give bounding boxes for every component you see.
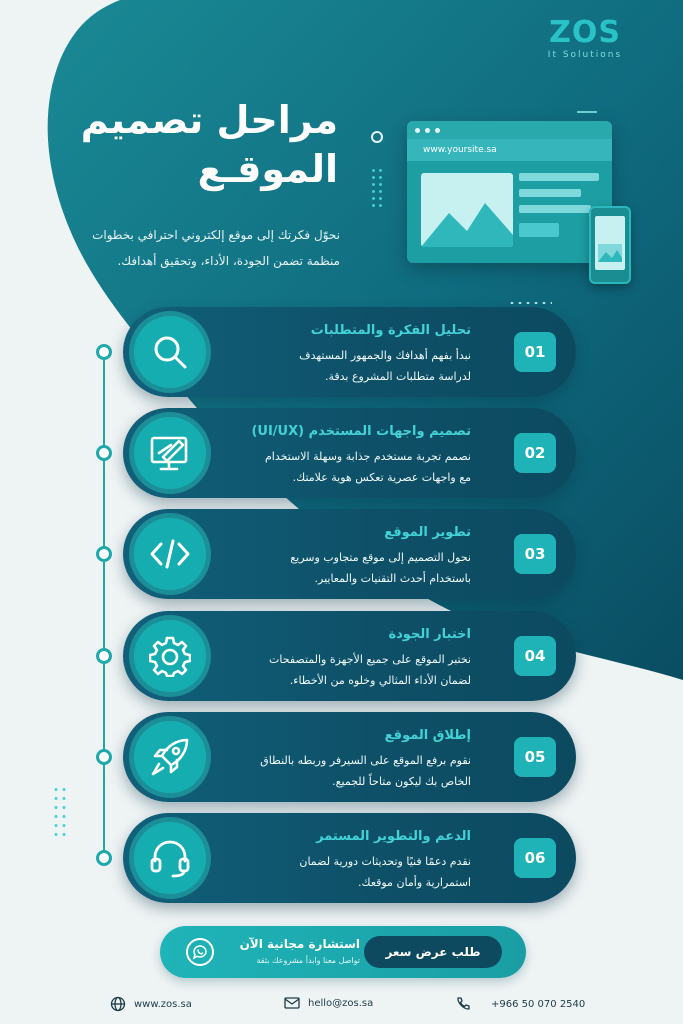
step-title: تصميم واجهات المستخدم (UI/UX): [251, 424, 471, 439]
email-text: hello@zos.sa: [308, 997, 374, 1009]
step-description-line: نبدأ بفهم أهدافك والجمهور المستهدف: [299, 349, 471, 362]
browser-toolbar: [407, 121, 612, 139]
timeline-dot: [96, 749, 112, 765]
timeline-dot: [96, 850, 112, 866]
phone-mockup: [589, 206, 631, 284]
title-line-2: الموقـع: [198, 144, 338, 194]
mail-icon: [284, 996, 300, 1010]
step-description: [211, 750, 471, 792]
footer-phone[interactable]: [455, 996, 585, 1012]
step-description-line: الخاص بك ليكون متاحاً للجميع.: [332, 775, 471, 788]
step-card-05: [123, 712, 576, 802]
step-description: [211, 649, 471, 691]
step-number: 05: [514, 737, 556, 777]
decorative-dots: [370, 167, 384, 207]
design-monitor-icon: [129, 412, 211, 494]
timeline-dot: [96, 344, 112, 360]
footer-website[interactable]: [110, 996, 192, 1012]
gear-icon: [129, 615, 211, 697]
step-title: الدعم والتطوير المستمر: [316, 829, 471, 844]
step-number: 01: [514, 332, 556, 372]
step-title: اختبار الجودة: [388, 627, 471, 642]
code-icon: [129, 513, 211, 595]
globe-icon: [110, 996, 126, 1012]
cta-title: استشارة مجانية الآن: [239, 937, 360, 951]
step-number: 02: [514, 433, 556, 473]
title-line-1: مراحل تصميم: [80, 98, 338, 142]
decorative-ring: [371, 131, 383, 143]
step-description-line: مع واجهات عصرية تعكس هوية علامتك.: [292, 471, 471, 484]
step-card-02: [123, 408, 576, 498]
timeline-dot: [96, 445, 112, 461]
step-description-line: نقوم برفع الموقع على السيرفر وربطه بالنطاق: [260, 754, 471, 767]
step-description-line: نختبر الموقع على جميع الأجهزة والمتصفحات: [269, 653, 471, 666]
rocket-icon: [129, 716, 211, 798]
step-description-line: نقدم دعمًا فنيًا وتحديثات دورية لضمان: [299, 855, 471, 868]
cta-banner: [160, 926, 526, 978]
website-text: www.zos.sa: [134, 998, 192, 1010]
step-title: تحليل الفكرة والمتطلبات: [310, 323, 471, 338]
request-quote-button[interactable]: طلب عرض سعر: [364, 936, 502, 968]
decorative-line: [577, 111, 597, 113]
timeline-dot: [96, 546, 112, 562]
browser-mockup: [407, 121, 612, 263]
step-description: [211, 345, 471, 387]
step-number: 03: [514, 534, 556, 574]
phone-text: +966 50 070 2540: [491, 998, 586, 1010]
footer-email[interactable]: [284, 996, 373, 1010]
step-description: [211, 851, 471, 893]
phone-image-icon: [595, 216, 625, 270]
image-placeholder-icon: [421, 173, 513, 247]
description-line-1: نحوّل فكرتك إلى موقع إلكتروني احترافي بخطوات: [92, 228, 340, 242]
timeline-dot: [96, 648, 112, 664]
logo-tagline: It Solutions: [547, 50, 623, 60]
step-card-03: [123, 509, 576, 599]
whatsapp-icon[interactable]: [186, 938, 214, 966]
step-card-01: [123, 307, 576, 397]
step-description-line: نحول التصميم إلى موقع متجاوب وسريع: [290, 551, 471, 564]
browser-url: www.yoursite.sa: [407, 139, 612, 161]
step-description-line: باستخدام أحدث التقنيات والمعايير.: [314, 572, 471, 585]
headset-icon: [129, 817, 211, 899]
step-description-line: نصمم تجربة مستخدم جذابة وسهلة الاستخدام: [265, 450, 471, 463]
step-card-04: [123, 611, 576, 701]
phone-icon: [455, 996, 471, 1012]
timeline-line: [103, 352, 105, 858]
step-number: 06: [514, 838, 556, 878]
cta-subtitle: تواصل معنا وابدأ مشروعك بثقة: [256, 956, 360, 965]
step-description: [211, 547, 471, 589]
step-title: تطوير الموقع: [384, 525, 471, 540]
brand-logo: [520, 16, 650, 60]
page-title: [38, 96, 338, 194]
step-card-06: [123, 813, 576, 903]
step-description-line: لضمان الأداء المثالي وخلوه من الأخطاء.: [289, 674, 471, 687]
logo-text: ZOS: [549, 15, 621, 50]
step-description-line: لدراسة متطلبات المشروع بدقة.: [324, 370, 471, 383]
search-icon: [129, 311, 211, 393]
decorative-dots: [508, 300, 552, 306]
hero-description: [80, 222, 340, 274]
text-placeholder: [519, 173, 599, 245]
step-title: إطلاق الموقع: [384, 728, 471, 743]
description-line-2: منظمة تضمن الجودة، الأداء، وتحقيق أهدافك.: [117, 254, 340, 268]
decorative-dots: [52, 785, 68, 837]
step-number: 04: [514, 636, 556, 676]
step-description: [211, 446, 471, 488]
step-description-line: استمرارية وأمان موقعك.: [358, 876, 471, 889]
